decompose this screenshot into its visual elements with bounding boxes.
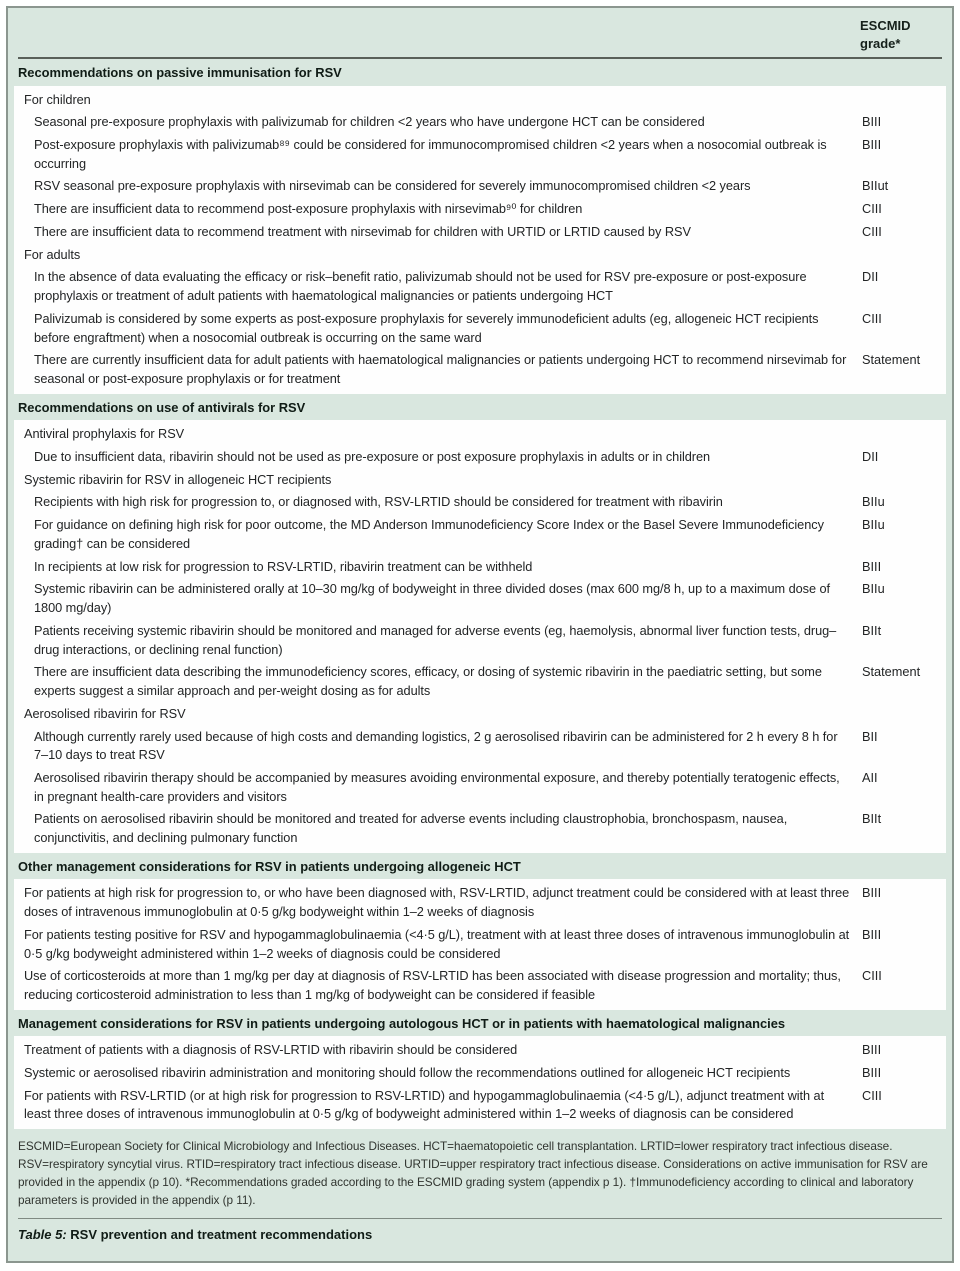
recommendation-text: Although currently rarely used because of high costs and demanding logistics, 2 g aerosolised ribavirin can be administered for 2 h every 8 h for 7–10 days to treat RSV: [34, 728, 838, 763]
subsection-label: For children: [24, 91, 91, 107]
recommendation-row: [14, 808, 946, 849]
caption-label: Table 5:: [18, 1226, 67, 1242]
recommendation-text: For patients at high risk for progression to, or who have been diagnosed with, RSV-LRTID, adjunct treatment could be considered with at least three doses of intravenous immunoglobulin at 0·5 g/kg bodyweight within 1–2 weeks of diagnosis: [24, 885, 850, 920]
recommendation-row: [14, 308, 946, 349]
grade-cell: BIII: [862, 1042, 882, 1058]
recommendation-row: [14, 446, 946, 469]
table-header-row: [8, 8, 952, 57]
recommendation-row: [14, 198, 946, 221]
recommendation-row: [14, 1085, 946, 1126]
recommendation-text: For patients with RSV-LRTID (or at high risk for progression to RSV-LRTID) and hypogammaglobulinaemia (<4·5 g/L), adjunct treatment with at least three doses of intravenous immunoglobulin at 0·5 g/kg of bodyweight administered within 1–2 weeks of diagnosis can be considered: [24, 1087, 825, 1122]
recommendation-text: Systemic ribavirin can be administered orally at 10–30 mg/kg of bodyweight in three divided doses (max 600 mg/8 h, up to a maximum dose of 1800 mg/day): [34, 581, 831, 616]
grade-cell: BIII: [862, 558, 882, 574]
recommendation-text: There are insufficient data to recommend treatment with nirsevimab for children with URTID or LRTID caused by RSV: [34, 223, 691, 239]
recommendation-text: Due to insufficient data, ribavirin should not be used as pre-exposure or post exposure prophylaxis in adults or in children: [34, 448, 711, 464]
recommendation-row: [14, 726, 946, 767]
grade-cell: Statement: [862, 352, 921, 368]
recommendation-text: Aerosolised ribavirin therapy should be accompanied by measures avoiding environmental exposure, and thereby potentially teratogenic effects, in pregnant health-care providers and visitors: [34, 769, 840, 804]
section-header-band: Management considerations for RSV in patients undergoing autologous HCT or in patients with haematological malignancies: [18, 1015, 786, 1031]
caption-title: RSV prevention and treatment recommendations: [66, 1226, 373, 1242]
footnote: ESCMID=European Society for Clinical Microbiology and Infectious Diseases. HCT=haematopoietic cell transplantation. LRTID=lower respiratory tract infectious disease. RSV=respiratory syncytial virus. RTID=respiratory tract infectious disease. URTID=upper respiratory tract infectious disease. Considerations on active immunisation for RSV are provided in the appendix (p 10). *Recommendations graded according to the ESCMID grading system (appendix p 1). †Immunodeficiency according to clinical and laboratory parameters is provided in the appendix (p 11).: [18, 1139, 928, 1207]
grade-cell: BIII: [862, 136, 882, 152]
recommendation-row: [14, 514, 946, 555]
subsection-label: Systemic ribavirin for RSV in allogeneic HCT recipients: [24, 471, 332, 487]
recommendation-row: [14, 1039, 946, 1062]
grade-cell: CIII: [862, 968, 882, 984]
grade-cell: CIII: [862, 223, 882, 239]
recommendation-text: Patients receiving systemic ribavirin should be monitored and managed for adverse events (eg, haemolysis, abnormal liver function tests, drug–drug interactions, or declining renal function): [34, 622, 837, 657]
recommendation-row: [14, 134, 946, 175]
recommendation-text: There are insufficient data describing the immunodeficiency scores, efficacy, or dosing of systemic ribavirin in the paediatric setting, but some experts suggest a similar approach and per-weight dosing as for adults: [34, 664, 822, 699]
recommendation-row: [14, 491, 946, 514]
subsection-row: [14, 703, 946, 726]
grade-cell: BIII: [862, 114, 882, 130]
lancet-table: [6, 6, 954, 1263]
subsection-row: [14, 469, 946, 492]
grade-cell: BIIu: [862, 494, 885, 510]
grade-cell: BII: [862, 728, 878, 744]
recommendation-row: [14, 924, 946, 965]
recommendation-text: Recipients with high risk for progression to, or diagnosed with, RSV-LRTID should be considered for treatment with ribavirin: [34, 494, 723, 510]
recommendation-row: [14, 882, 946, 923]
grade-cell: AII: [862, 769, 878, 785]
grade-cell: Statement: [862, 664, 921, 680]
subsection-row: [14, 423, 946, 446]
recommendation-text: Use of corticosteroids at more than 1 mg/kg per day at diagnosis of RSV-LRTID has been associated with disease progression and mortality; thus, reducing corticosteroid administration to less than 1 mg/kg of bodyweight can be considered if feasible: [24, 968, 841, 1002]
subsection-row: [14, 89, 946, 112]
grade-cell: CIII: [862, 1087, 882, 1103]
recommendation-row: [14, 221, 946, 244]
recommendation-text: In recipients at low risk for progression to RSV-LRTID, ribavirin treatment can be withheld: [34, 558, 533, 574]
recommendation-text: For guidance on defining high risk for poor outcome, the MD Anderson Immunodeficiency Score Index or the Basel Severe Immunodeficiency grading† can be considered: [34, 517, 824, 551]
section-block: [14, 1036, 946, 1129]
grade-cell: BIIt: [862, 811, 882, 827]
table-body: [8, 59, 952, 1129]
grade-cell: BIIu: [862, 581, 885, 597]
recommendation-row: [14, 266, 946, 307]
section-block: [14, 879, 946, 1009]
section-header-band: Recommendations on passive immunisation for RSV: [18, 65, 342, 81]
recommendation-text: Seasonal pre-exposure prophylaxis with palivizumab for children <2 years who have undergone HCT can be considered: [34, 114, 705, 130]
recommendation-text: In the absence of data evaluating the efficacy or risk–benefit ratio, palivizumab should not be used for RSV pre-exposure or post-exposure prophylaxis or treatment of adult patients with haematological malignancies or patients undergoing HCT: [34, 269, 807, 304]
recommendation-text: Systemic or aerosolised ribavirin administration and monitoring should follow the recommendations outlined for allogeneic HCT recipients: [24, 1064, 791, 1080]
grade-cell: BIII: [862, 926, 882, 942]
recommendation-row: [14, 965, 946, 1006]
subsection-label: Aerosolised ribavirin for RSV: [24, 705, 186, 721]
grade-cell: BIII: [862, 885, 882, 901]
subsection-row: [14, 244, 946, 267]
recommendation-row: [14, 349, 946, 390]
subsection-label: Antiviral prophylaxis for RSV: [24, 426, 185, 442]
grade-column-header: ESCMID grade*: [860, 18, 911, 51]
table-caption: [8, 1219, 952, 1250]
recommendation-text: For patients testing positive for RSV and hypogammaglobulinaemia (<4·5 g/L), treatment with at least three doses of intravenous immunoglobulin at 0·5 g/kg bodyweight administered within 1–2 weeks of diagnosis could be considered: [24, 926, 850, 961]
subsection-label: For adults: [24, 246, 81, 262]
recommendation-row: [14, 661, 946, 702]
grade-cell: DII: [862, 269, 879, 285]
recommendation-text: Treatment of patients with a diagnosis of RSV-LRTID with ribavirin should be considered: [24, 1042, 518, 1058]
recommendation-text: Post-exposure prophylaxis with palivizumab⁸⁹ could be considered for immunocompromised children <2 years when a nosocomial outbreak is occurring: [34, 136, 827, 171]
recommendation-text: RSV seasonal pre-exposure prophylaxis with nirsevimab can be considered for severely immunocompromised children <2 years: [34, 178, 751, 194]
recommendation-row: [14, 767, 946, 808]
recommendation-text: There are insufficient data to recommend post-exposure prophylaxis with nirsevimab⁹⁰ for children: [34, 201, 583, 217]
recommendation-row: [14, 620, 946, 661]
recommendation-text: Patients on aerosolised ribavirin should be monitored and treated for adverse events including claustrophobia, bronchospasm, nausea, conjunctivitis, and declining pulmonary function: [34, 811, 788, 846]
recommendation-row: [14, 556, 946, 579]
section-header-band: Other management considerations for RSV in patients undergoing allogeneic HCT: [18, 858, 521, 874]
recommendation-row: [14, 111, 946, 134]
section-header-band: Recommendations on use of antivirals for RSV: [18, 399, 306, 415]
grade-cell: CIII: [862, 201, 882, 217]
recommendation-row: [14, 578, 946, 619]
grade-cell: BIIt: [862, 622, 882, 638]
grade-cell: BIIut: [862, 178, 889, 194]
grade-cell: CIII: [862, 310, 882, 326]
recommendation-text: Palivizumab is considered by some experts as post-exposure prophylaxis for severely immunodeficient adults (eg, allogeneic HCT recipients before engraftment) when a nosocomial outbreak is occurring on the same ward: [34, 310, 819, 345]
grade-cell: BIII: [862, 1064, 882, 1080]
recommendation-text: There are currently insufficient data for adult patients with haematological malignancies or patients undergoing HCT to recommend nirsevimab for seasonal or post-exposure prophylaxis or for treatment: [34, 352, 847, 387]
grade-cell: BIIu: [862, 517, 885, 533]
section-block: [14, 420, 946, 853]
recommendation-row: [14, 1062, 946, 1085]
section-block: [14, 86, 946, 394]
recommendation-row: [14, 175, 946, 198]
grade-cell: DII: [862, 448, 879, 464]
